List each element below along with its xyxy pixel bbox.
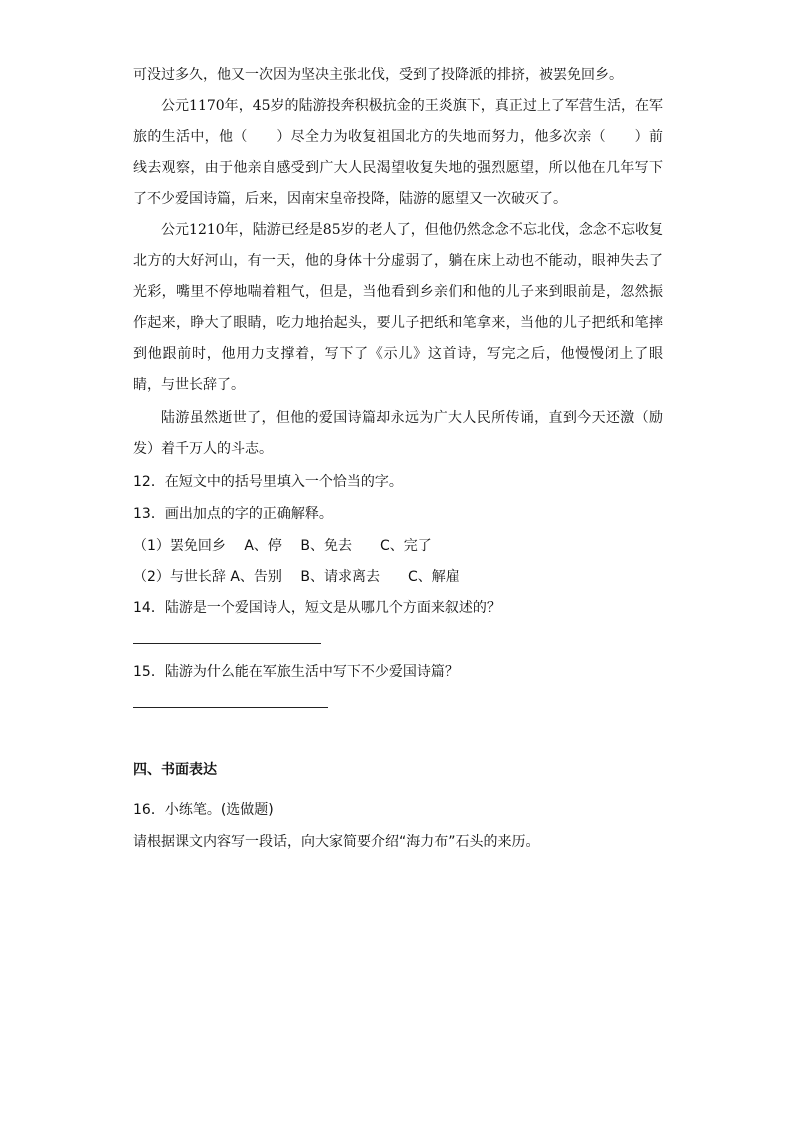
answer-line-15[interactable] (133, 707, 328, 708)
answer-line-14[interactable] (133, 643, 321, 644)
question-16: 16．小练笔。(选做题) (133, 802, 274, 818)
passage-paragraph-2: 公元1210年，陆游已经是85岁的老人了，但他仍然念念不忘北伐，念念不忘收复北方的大好河山，有一天，他的身体十分虚弱了，躺在床上动也不能动，眼神失去了光彩，嘴里不停地喘着粗气，但是，当他看到乡亲们和他的儿子来到眼前是，忽然振作起来，睁大了眼睛，吃力地抬起头，要儿子把纸和笔拿来，当他的儿子把纸和笔摔到他跟前时，他用力支撑着，写下了《示儿》这首诗，写完之后，他慢慢闭上了眼睛，与世长辞了。 (133, 222, 663, 393)
passage-paragraph-3: 陆游虽然逝世了，但他的爱国诗篇却永远为广大人民所传诵，直到今天还激（励发）着千万人的斗志。 (133, 410, 663, 457)
question-13-item-1: （1）罢免回乡 A、停 B、免去 C、完了 (133, 538, 432, 554)
question-13: 13．画出加点的字的正确解释。 (133, 506, 333, 522)
question-12: 12．在短文中的括号里填入一个恰当的字。 (133, 474, 403, 490)
section-title: 四、书面表达 (133, 762, 217, 778)
question-13-item-2: （2）与世长辞 A、告别 B、请求离去 C、解雇 (133, 569, 460, 585)
question-16-prompt: 请根据课文内容写一段话，向大家简要介绍“海力布”石头的来历。 (133, 834, 540, 850)
passage-paragraph-0: 可没过多久，他又一次因为坚决主张北伐，受到了投降派的排挤，被罢免回乡。 (133, 67, 623, 83)
passage-paragraph-1: 公元1170年，45岁的陆游投奔积极抗金的王炎旗下，真正过上了军营生活，在军旅的生活中，他（ ）尽全力为收复祖国北方的失地而努力，他多次亲（ ）前线去观察，由于他亲自感受到广大人民渴望收复失地的强烈愿望，所以他在几年写下了不少爱国诗篇，后来，因南宋皇帝投降，陆游的愿望又一次破灭了。 (133, 98, 663, 207)
question-14: 14．陆游是一个爱国诗人，短文是从哪几个方面来叙述的？ (133, 600, 501, 616)
question-15: 15．陆游为什么能在军旅生活中写下不少爱国诗篇？ (133, 664, 459, 680)
